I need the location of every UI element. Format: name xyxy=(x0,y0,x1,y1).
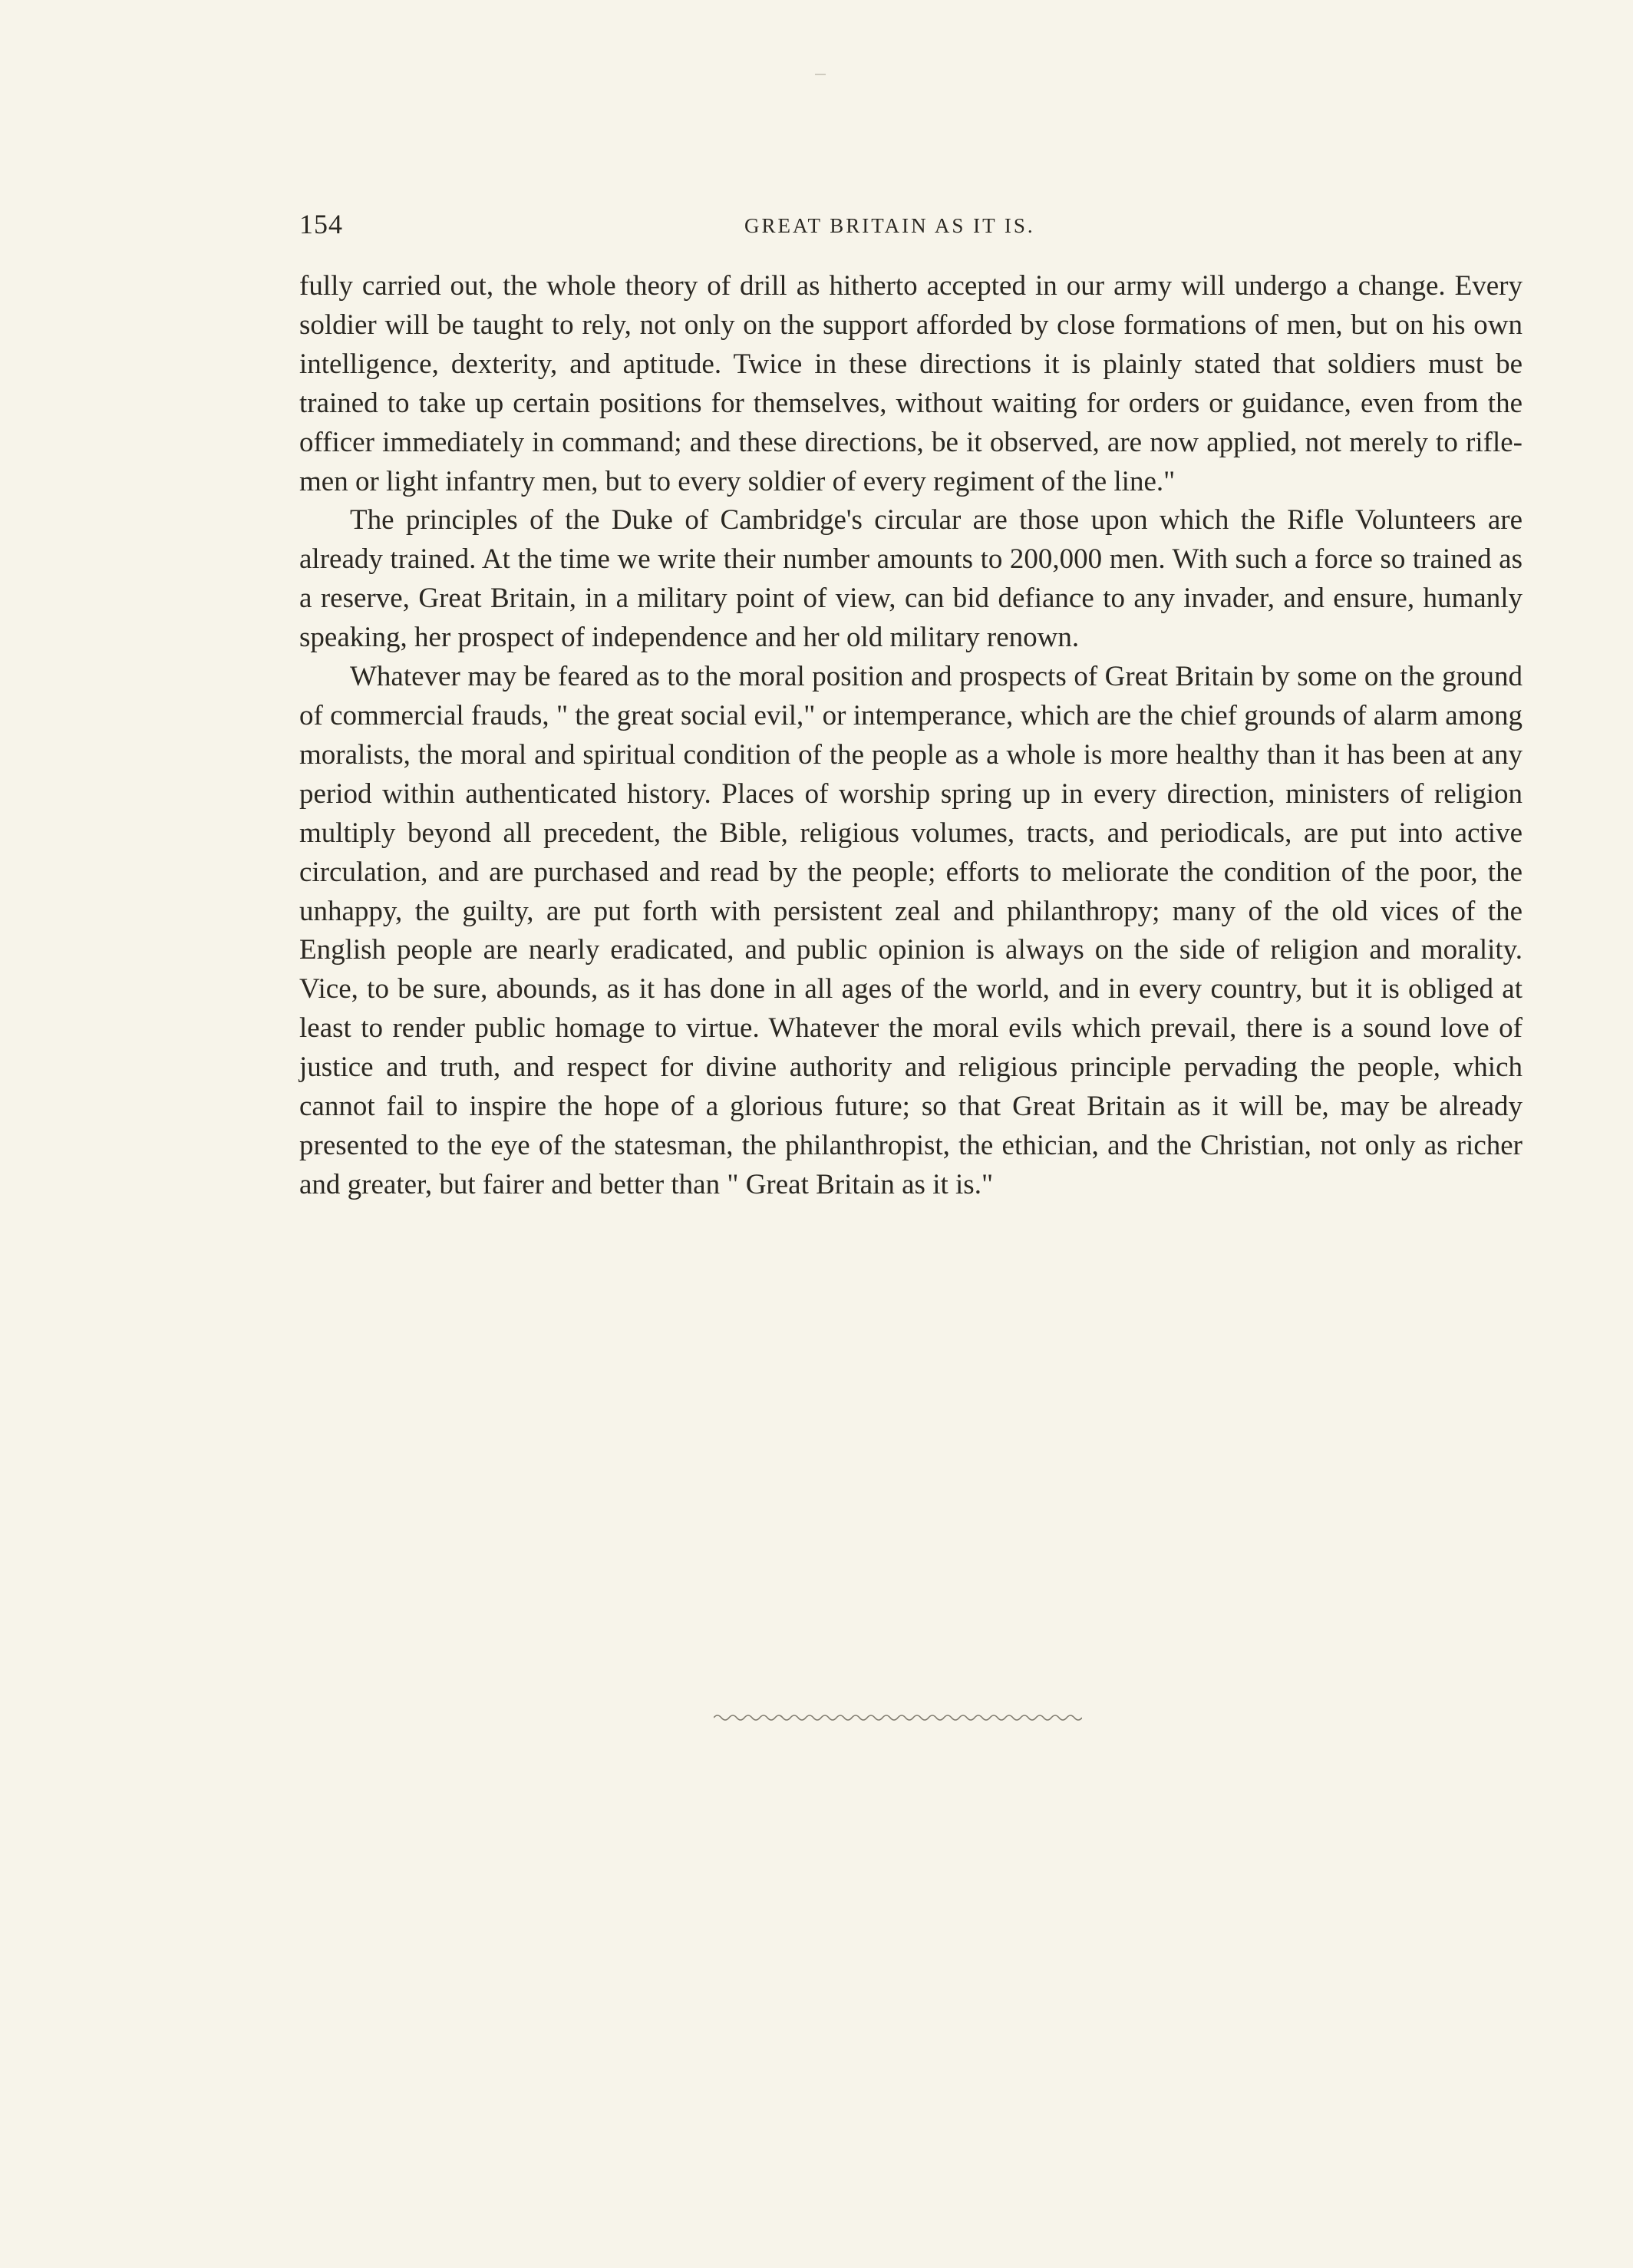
running-title: GREAT BRITAIN AS IT IS. xyxy=(744,214,1035,237)
body-text xyxy=(299,267,1522,1205)
end-ornament xyxy=(714,1712,1082,1724)
paragraph-continued: fully carried out, the whole theory of drill as hitherto accepted in our army will undergo a change. Every soldier will be taught to rely, not only on the support afforded by close formations of men, but on his own intelligence, dexterity, and aptitude. Twice in these directions it is plainly stated that soldiers must be trained to take up certain positions for themselves, without waiting for orders or guidance, even from the officer immediately in command; and these directions, be it observed, are now applied, not merely to rifle-men or light infantry men, but to every soldier of every regiment of the line." xyxy=(299,270,1522,497)
stray-mark xyxy=(815,74,826,75)
paragraph-rifle-volunteers: The principles of the Duke of Cambridge's circular are those upon which the Rifle Volunteers are already trained. At the time we write their number amounts to 200,000 men. With such a force so trained as a reserve, Great Britain, in a military point of view, can bid defiance to any invader, and ensure, humanly speaking, her prospect of independence and her old military renown. xyxy=(299,504,1522,654)
paragraph-moral-position: Whatever may be feared as to the moral position and prospects of Great Britain by some on the ground of commercial frauds, " the great social evil," or intemperance, which are the chief grounds of alarm among moralists, the moral and spiritual condition of the people as a whole is more healthy than it has been at any period within authenticated history. Places of worship spring up in every direction, ministers of religion multiply beyond all precedent, the Bible, religious volumes, tracts, and periodicals, are put into active circulation, and are purchased and read by the people; efforts to meliorate the condition of the poor, the unhappy, the guilty, are put forth with persistent zeal and philanthropy; many of the old vices of the English people are nearly eradicated, and public opinion is always on the side of religion and morality. Vice, to be sure, abounds, as it has done in all ages of the world, and in every country, but it is obliged at least to render public homage to virtue. Whatever the moral evils which prevail, there is a sound love of justice and truth, and respect for divine authority and religious principle pervading the people, which cannot fail to inspire the hope of a glorious future; so that Great Britain as it will be, may be already presented to the eye of the statesman, the philanthropist, the ethician, and the Christian, not only as richer and greater, but fairer and better than " Great Britain as it is." xyxy=(299,661,1522,1200)
running-head xyxy=(299,206,1522,243)
page-number: 154 xyxy=(299,209,343,239)
